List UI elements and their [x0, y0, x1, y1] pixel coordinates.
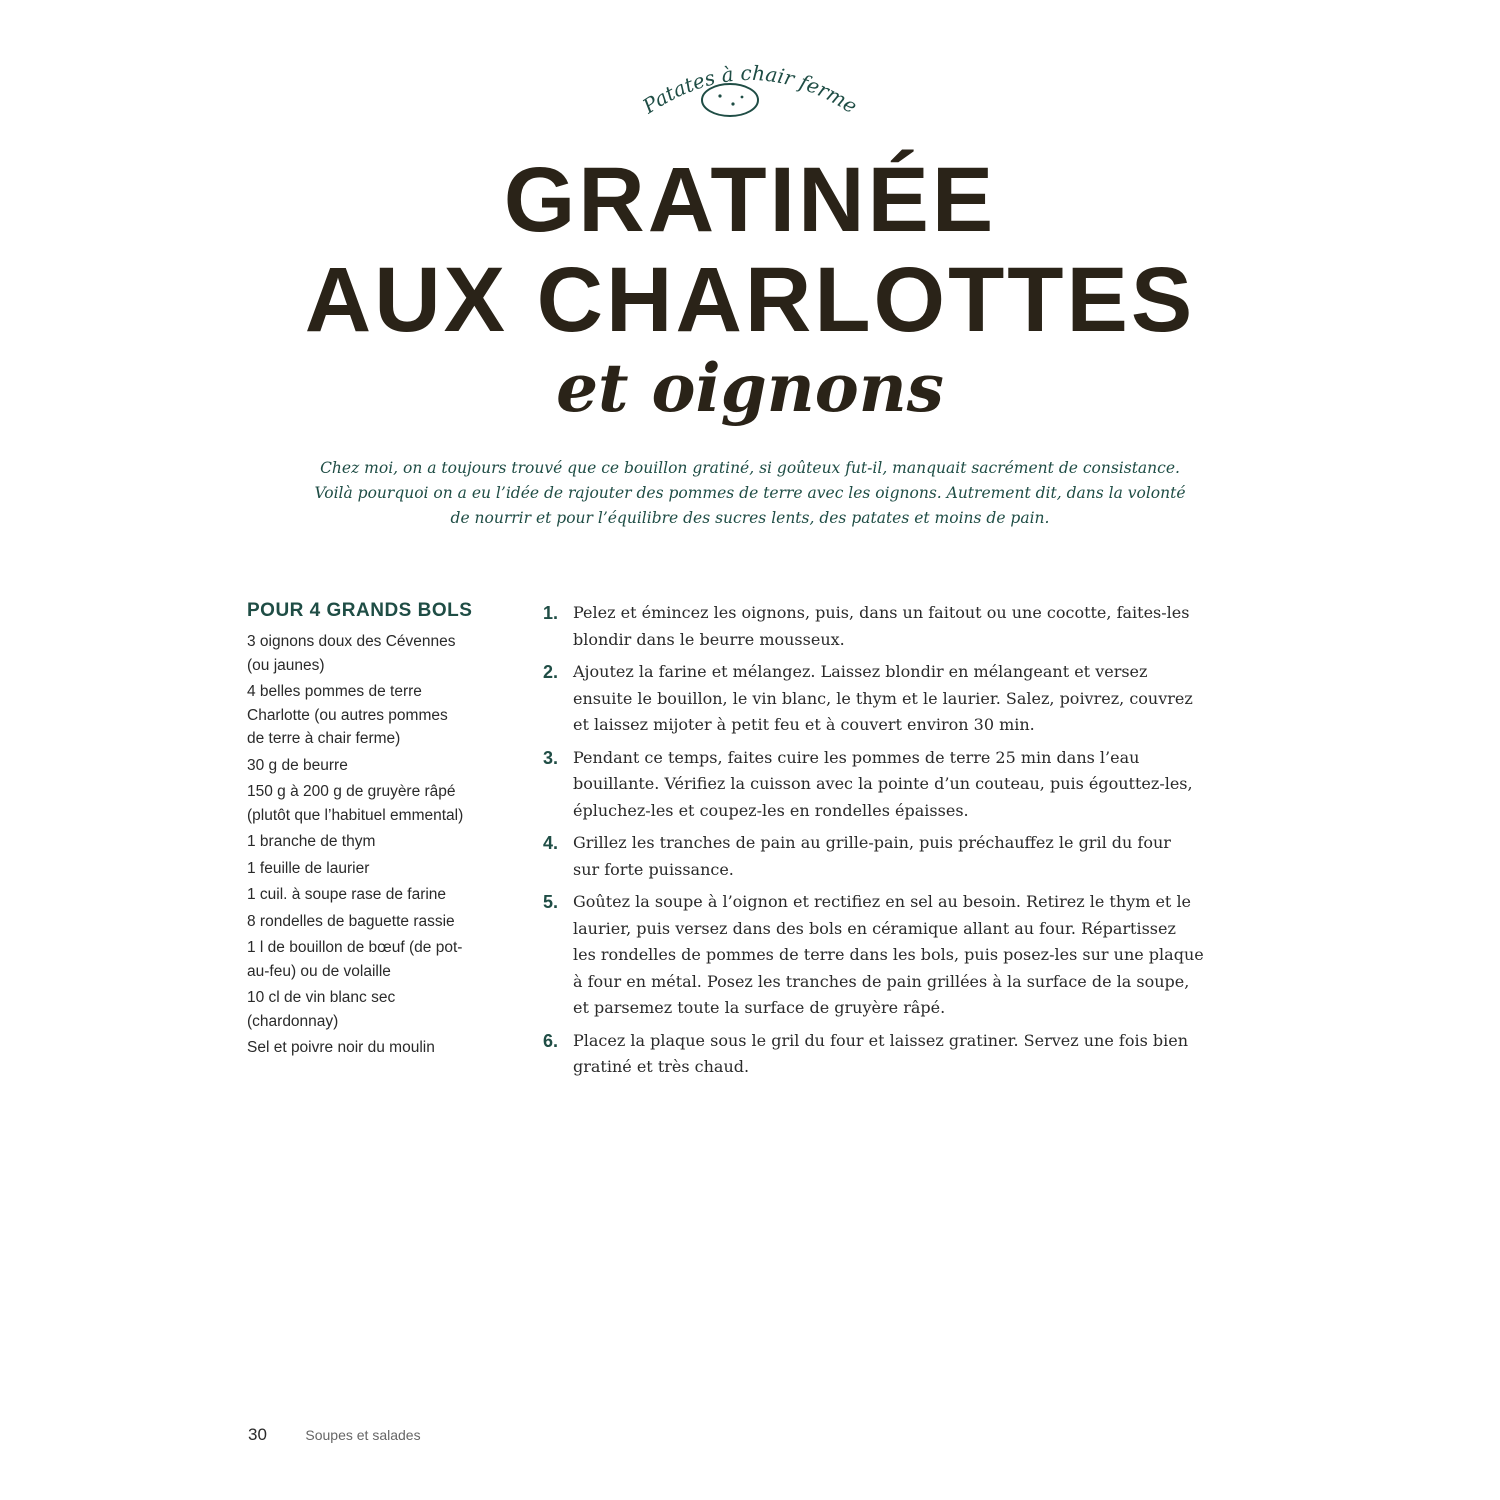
ingredients-list	[247, 600, 517, 1063]
potato-icon	[702, 84, 758, 116]
ingredient-item	[247, 936, 517, 983]
step-text-line: Grillez les tranches de pain au grille-pain, puis préchauffez le gril du four	[573, 833, 1171, 852]
ingredient-line: 1 l de bouillon de bœuf (de pot-	[247, 939, 463, 956]
ingredient-line: (chardonnay)	[247, 1012, 339, 1030]
intro-line: de nourrir et pour l’équilibre des sucres lents, des patates et moins de pain.	[450, 509, 1050, 527]
step-text-line: et parsemez toute la surface de gruyère râpé.	[573, 998, 946, 1017]
step-item	[540, 745, 1240, 825]
ingredient-item	[247, 910, 517, 934]
step-item	[540, 600, 1240, 653]
ingredient-item	[247, 630, 517, 677]
ingredient-line: 150 g à 200 g de gruyère râpé	[247, 783, 456, 800]
ingredient-line: 4 belles pommes de terre	[247, 683, 422, 700]
ingredient-line: 10 cl de vin blanc sec	[247, 989, 396, 1006]
ingredient-item	[247, 754, 517, 778]
intro-line: Chez moi, on a toujours trouvé que ce bouillon gratiné, si goûteux fut-il, manquait sacrément de consistance.	[320, 459, 1180, 477]
page-footer	[248, 1425, 421, 1445]
step-number: 6.	[543, 1030, 559, 1051]
step-text-line: Pelez et émincez les oignons, puis, dans un faitout ou une cocotte, faites-les	[573, 603, 1190, 622]
steps-list	[540, 600, 1240, 1087]
step-number: 2.	[543, 662, 559, 682]
step-text-line: Ajoutez la farine et mélangez. Laissez blondir en mélangeant et versez	[573, 662, 1148, 681]
title-script: et oignons	[556, 349, 944, 427]
step-item	[540, 889, 1240, 1022]
step-text-line: sur forte puissance.	[573, 859, 734, 879]
step-item	[540, 830, 1240, 883]
step-text-line: épluchez-les et coupez-les en rondelles épaisses.	[573, 800, 969, 820]
ingredient-line: 1 branche de thym	[247, 833, 376, 850]
recipe-title	[0, 150, 1500, 428]
ingredient-line: 30 g de beurre	[247, 756, 348, 774]
svg-text:Patates à chair ferme	[637, 61, 861, 119]
title-line-1: GRATINÉE	[503, 149, 997, 251]
ingredient-line: (ou jaunes)	[247, 656, 325, 674]
step-text-line: laurier, puis versez dans des bols en céramique allant au four. Répartissez	[573, 918, 1176, 938]
ingredient-item	[247, 986, 517, 1033]
ingredient-line: 1 cuil. à soupe rase de farine	[247, 886, 447, 903]
ingredient-item	[247, 1036, 517, 1060]
step-number: 5.	[543, 892, 559, 912]
ingredient-line: 8 rondelles de baguette rassie	[247, 912, 455, 930]
ingredient-line: de terre à chair ferme)	[247, 730, 401, 747]
ingredient-line: Charlotte (ou autres pommes	[247, 706, 448, 724]
page-number: 30	[248, 1425, 267, 1444]
step-text-line: bouillante. Vérifiez la cuisson avec la pointe d’un couteau, puis égouttez-les,	[573, 774, 1193, 793]
ingredient-item	[247, 780, 517, 827]
ingredient-line: 3 oignons doux des Cévennes	[247, 633, 456, 650]
section-name: Soupes et salades	[305, 1427, 421, 1443]
step-text-line: Goûtez la soupe à l’oignon et rectifiez en sel au besoin. Retirez le thym et le	[573, 892, 1192, 911]
step-text-line: gratiné et très chaud.	[573, 1057, 750, 1076]
step-text-line: Placez la plaque sous le gril du four et laissez gratiner. Servez une fois bien	[573, 1030, 1189, 1050]
servings-heading: POUR 4 GRANDS BOLS	[247, 600, 473, 621]
step-item	[540, 1028, 1240, 1081]
step-text-line: Pendant ce temps, faites cuire les pommes de terre 25 min dans l’eau	[573, 747, 1140, 767]
ingredient-item	[247, 830, 517, 854]
ingredient-line: 1 feuille de laurier	[247, 859, 370, 877]
intro-paragraph	[240, 456, 1260, 531]
intro-line: Voilà pourquoi on a eu l’idée de rajouter des pommes de terre avec les oignons. Autrement dit, dans la volonté	[314, 484, 1186, 502]
step-text-line: blondir dans le beurre mousseux.	[573, 629, 845, 649]
step-text-line: à four en métal. Posez les tranches de pain grillées à la surface de la soupe,	[573, 971, 1190, 991]
step-text-line: les rondelles de pommes de terre dans les bols, puis posez-les sur une plaque	[573, 945, 1204, 964]
step-text-line: et laissez mijoter à petit feu et à couvert environ 30 min.	[573, 715, 1035, 734]
badge-graphic	[600, 20, 900, 150]
title-line-2: AUX CHARLOTTES	[304, 249, 1196, 351]
step-text-line: ensuite le bouillon, le vin blanc, le thym et le laurier. Salez, poivrez, couvrez	[573, 688, 1193, 708]
step-number: 3.	[543, 747, 559, 768]
step-number: 4.	[543, 833, 559, 853]
ingredient-line: (plutôt que l’habituel emmental)	[247, 806, 464, 824]
badge-text: Patates à chair ferme	[638, 60, 862, 119]
ingredient-line: Sel et poivre noir du moulin	[247, 1039, 435, 1056]
ingredient-line: au-feu) ou de volaille	[247, 962, 391, 980]
ingredient-item	[247, 680, 517, 751]
ingredient-item	[247, 857, 517, 881]
category-badge	[600, 20, 900, 150]
step-number: 1.	[543, 603, 559, 623]
ingredient-item	[247, 883, 517, 907]
step-item	[540, 659, 1240, 739]
